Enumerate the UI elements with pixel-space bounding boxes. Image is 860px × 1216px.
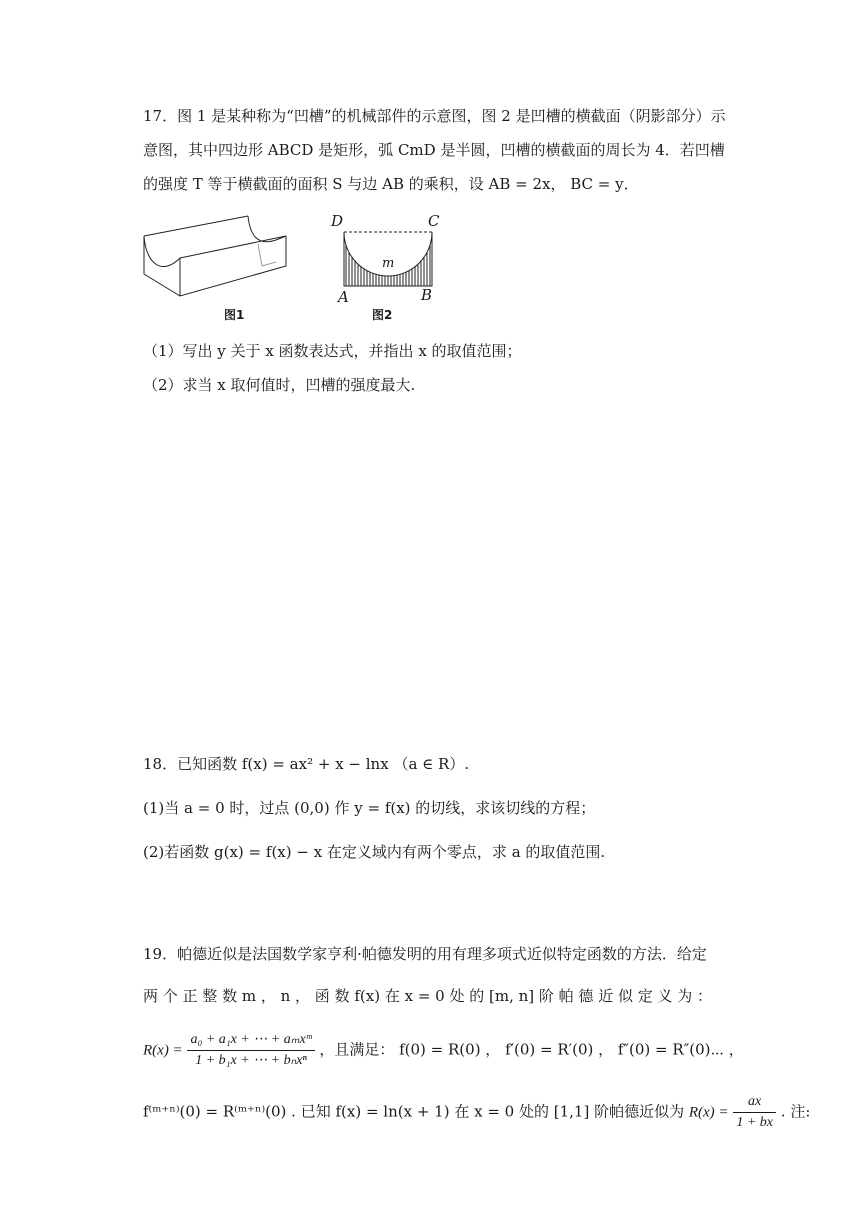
fig2-label-a: A: [338, 288, 349, 306]
q18-line-1: 18．已知函数 f(x) = ax² + x − lnx （a ∈ R）.: [143, 755, 470, 773]
q19-line-4: [143, 1092, 810, 1133]
fig2-label-m: m: [382, 256, 395, 271]
q17-part-1: （1）写出 y 关于 x 函数表达式，并指出 x 的取值范围；: [143, 342, 522, 360]
pade-fraction: [187, 1030, 314, 1071]
q18-part-1: (1)当 a = 0 时，过点 (0,0) 作 y = f(x) 的切线，求该切线的方程；: [143, 799, 596, 817]
pade-r2-lhs: R(x) =: [688, 1104, 729, 1121]
q17-line-3: 的强度 T 等于横截面的面积 S 与边 AB 的乘积，设 AB = 2x， BC = y．: [143, 175, 639, 193]
pade-numerator: a₀ + a₁x + ⋯ + aₘxᵐ: [187, 1030, 314, 1051]
q19-line-4-start: f⁽ᵐ⁺ⁿ⁾(0) = R⁽ᵐ⁺ⁿ⁾(0) . 已知 f(x) = ln(x + 1) 在 x = 0 处的 [1,1] 阶帕德近似为: [143, 1102, 685, 1121]
fig2-label-b: B: [421, 286, 433, 304]
pade-denominator: 1 + b₁x + ⋯ + bₙxⁿ: [195, 1053, 307, 1068]
figure-1-groove-sketch: [140, 214, 295, 304]
fig2-label-c: C: [428, 212, 440, 230]
q17-part-2: （2）求当 x 取何值时，凹槽的强度最大.: [143, 376, 416, 394]
fig2-label-d: D: [331, 212, 344, 230]
q19-line-1: 19．帕德近似是法国数学家亨利·帕德发明的用有理多项式近似特定函数的方法．给定: [143, 945, 707, 963]
figure-1-caption: 图1: [224, 308, 245, 322]
figure-2-caption: 图2: [372, 308, 393, 322]
pade-fraction-2: [733, 1092, 776, 1133]
pade-2-denominator: 1 + bx: [736, 1115, 773, 1130]
pade-r-lhs: R(x) =: [143, 1042, 183, 1059]
q19-line-2: 两 个 正 整 数 m ， n ， 函 数 f(x) 在 x = 0 处 的 [m, n] 阶 帕 德 近 似 定 义 为 ：: [143, 987, 713, 1005]
q17-line-2: 意图，其中四边形 ABCD 是矩形，弧 CmD 是半圆，凹槽的横截面的周长为 4．若凹槽: [143, 141, 725, 159]
q17-line-1: 17．图 1 是某种称为“凹槽”的机械部件的示意图，图 2 是凹槽的横截面（阴影部分）示: [143, 107, 726, 125]
pade-2-numerator: ax: [733, 1092, 776, 1113]
q18-part-2: (2)若函数 g(x) = f(x) − x 在定义域内有两个零点，求 a 的取值范围.: [143, 843, 606, 861]
q19-line-4-end: . 注:: [780, 1102, 811, 1121]
q19-line-3: [143, 1030, 744, 1071]
q19-conditions: ，且满足： f(0) = R(0) ， f′(0) = R′(0) ， f″(0) = R″(0)⋯ ，: [319, 1040, 744, 1059]
